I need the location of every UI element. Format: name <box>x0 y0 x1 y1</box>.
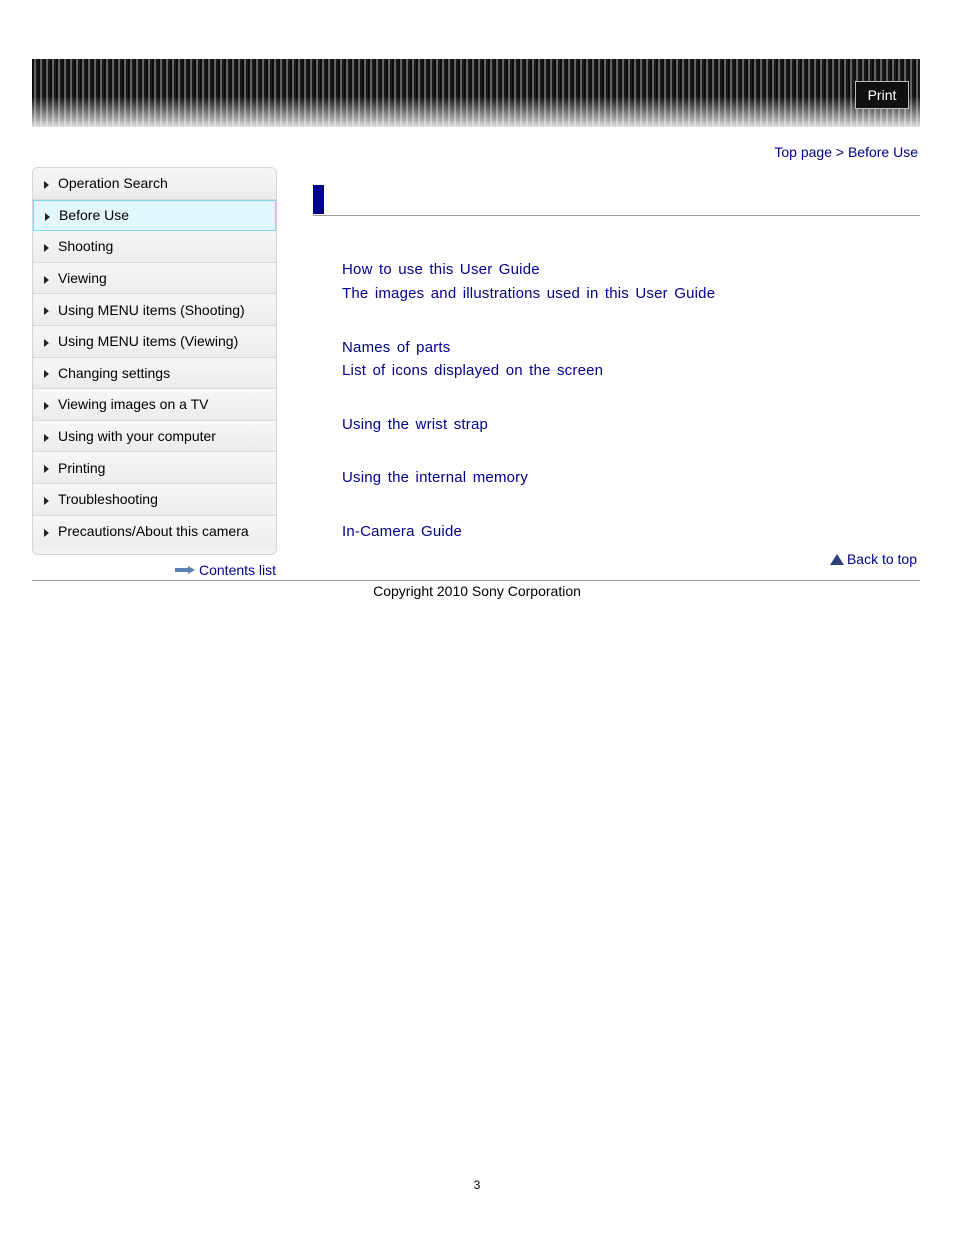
sidebar-item-label: Troubleshooting <box>58 491 158 508</box>
title-accent-bar <box>313 185 324 214</box>
sidebar-item-label: Printing <box>58 459 106 476</box>
link-in-camera-guide[interactable]: In-Camera Guide <box>342 523 463 540</box>
sidebar-item-troubleshooting[interactable] <box>33 484 276 516</box>
arrow-right-icon <box>44 465 49 473</box>
back-to-top-link[interactable] <box>830 551 917 567</box>
arrow-right-icon <box>175 566 195 574</box>
arrow-right-icon <box>45 213 50 221</box>
arrow-right-icon <box>44 307 49 315</box>
link-names-of-parts[interactable]: Names of parts <box>342 339 451 356</box>
header-banner <box>32 59 920 127</box>
arrow-right-icon <box>44 529 49 537</box>
arrow-right-icon <box>44 402 49 410</box>
sidebar-item-before-use[interactable] <box>33 200 276 232</box>
sidebar-item-shooting[interactable] <box>33 231 276 263</box>
sidebar-item-label: Viewing <box>58 270 107 287</box>
page-title <box>313 185 920 216</box>
triangle-up-icon <box>830 554 844 565</box>
link-internal-memory[interactable]: Using the internal memory <box>342 469 529 486</box>
arrow-right-icon <box>44 370 49 378</box>
sidebar-item-label: Changing settings <box>58 364 171 381</box>
sidebar-item-label: Operation Search <box>58 175 168 192</box>
sidebar-item-printing[interactable] <box>33 452 276 484</box>
arrow-right-icon <box>44 434 49 442</box>
arrow-right-icon <box>44 339 49 347</box>
sidebar-item-label: Shooting <box>58 238 114 255</box>
sidebar-item-operation-search[interactable] <box>33 168 276 200</box>
arrow-right-icon <box>44 276 49 284</box>
sidebar-item-label: Precautions/About this camera <box>58 523 249 540</box>
page-number: 3 <box>473 1178 481 1192</box>
footer-divider <box>32 580 920 581</box>
breadcrumb <box>774 144 918 160</box>
sidebar-item-label: Using MENU items (Shooting) <box>58 301 245 318</box>
back-to-top-label: Back to top <box>846 551 917 567</box>
breadcrumb-separator: > <box>835 144 845 160</box>
link-list-of-icons[interactable]: List of icons displayed on the screen <box>342 362 604 379</box>
sidebar-nav <box>32 167 277 555</box>
breadcrumb-current[interactable]: Before Use <box>847 144 918 160</box>
link-images-illustrations[interactable]: The images and illustrations used in this User Guide <box>342 285 716 302</box>
sidebar-item-label: Viewing images on a TV <box>58 396 209 413</box>
contents-list-label: Contents list <box>199 562 277 578</box>
copyright: Copyright 2010 Sony Corporation <box>373 583 581 599</box>
print-button[interactable]: Print <box>855 81 909 109</box>
sidebar-item-viewing-tv[interactable] <box>33 389 276 421</box>
arrow-right-icon <box>44 181 49 189</box>
sidebar-item-changing-settings[interactable] <box>33 358 276 390</box>
sidebar-item-precautions[interactable] <box>33 516 276 548</box>
link-wrist-strap[interactable]: Using the wrist strap <box>342 416 489 433</box>
sidebar-item-viewing[interactable] <box>33 263 276 295</box>
sidebar-item-label: Using MENU items (Viewing) <box>58 333 239 350</box>
sidebar-item-menu-viewing[interactable] <box>33 326 276 358</box>
sidebar-item-label: Before Use <box>59 207 130 224</box>
sidebar-item-menu-shooting[interactable] <box>33 294 276 326</box>
contents-list-link[interactable] <box>175 562 276 578</box>
link-how-to-use[interactable]: How to use this User Guide <box>342 261 540 278</box>
sidebar-item-computer[interactable] <box>33 421 276 453</box>
breadcrumb-top-page[interactable]: Top page <box>774 144 832 160</box>
arrow-right-icon <box>44 244 49 252</box>
arrow-right-icon <box>44 497 49 505</box>
sidebar-item-label: Using with your computer <box>58 428 216 445</box>
